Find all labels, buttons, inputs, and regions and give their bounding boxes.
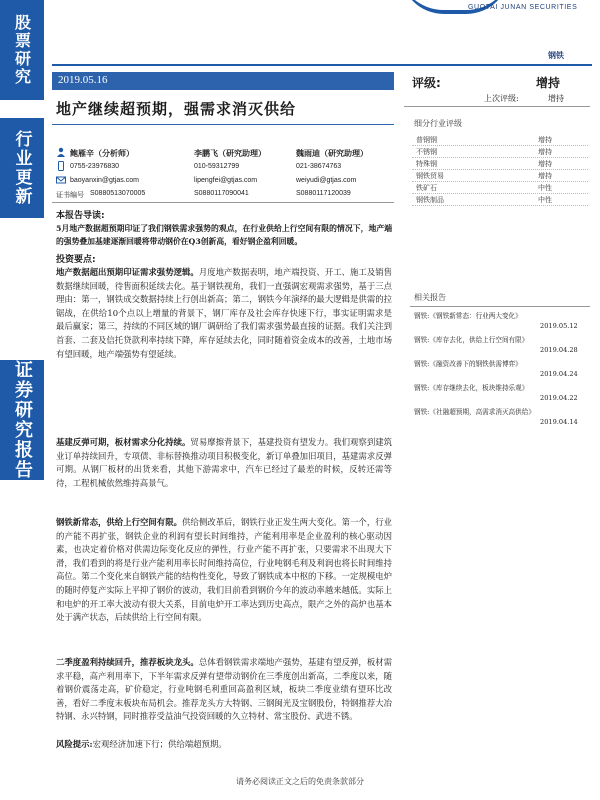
analyst-name: 魏雨迪（研究助理） (296, 149, 368, 158)
report-title: 地产继续超预期，强需求消灭供给 (56, 100, 297, 118)
sub-rating-name: 不锈钢 (416, 148, 437, 156)
guide-text: 5月地产数据超预期印证了我们钢铁需求强势的观点，在行业供给上行空间有限的情况下，地产端的强势叠加基建逐渐回暖将带动钢价在Q3创新高，看好钢企盈利回暖。 (56, 224, 392, 246)
report-date: 2019.05.16 (58, 74, 108, 86)
person-icon (56, 147, 66, 157)
analyst-phone: 010-59312799 (194, 163, 240, 170)
left-sidebar (0, 0, 44, 800)
related-report-date: 2019.04.22 (540, 394, 578, 402)
title-divider (52, 124, 394, 125)
risk-text: 宏观经济加速下行；供给端超预期。 (92, 739, 227, 749)
sidebar-block-stock-research (0, 0, 44, 100)
point-lead: 钢铁新常态，供给上行空间有限。 (56, 517, 183, 527)
sidebar-block-report-type (0, 360, 44, 480)
analyst-cert: S0880117090041 (194, 190, 249, 197)
company-brand: GUOTAI JUNAN SECURITIES (468, 4, 578, 11)
analyst-phone: 0755-23976830 (70, 163, 120, 170)
risk-paragraph (56, 738, 392, 752)
analyst-phone: 021-38674763 (296, 163, 342, 170)
rating-divider (404, 106, 590, 107)
risk-lead: 风险提示: (56, 739, 93, 749)
previous-rating-label: 上次评级: (484, 94, 519, 103)
point-lead: 基建反弹可期，板材需求分化持续。 (56, 437, 191, 447)
sidebar-label-industry-update: 行业更新 (11, 130, 32, 206)
sub-rating-name: 钢铁制品 (416, 196, 444, 204)
related-report-date: 2019.05.12 (540, 322, 578, 330)
point-text: 月度地产数据表明，地产端投资、开工、施工及销售数据继续回暖，待售面积延续去化。基于钢铁视角，我们一直强调宏观需求强势，基于三点理由：第一，钢铁成交数据持续上行创出新高；第二，钢铁今年演绎的最大逻辑是供需的拉锯战，在供给10个点以上增量的背景下，钢厂库存及社会库存快速下行，事实证明需求是最后赢家；第三，持续的不同区域的钢厂调研给了我们需求强势最直接的证据。我们关注到首套、二套及信托贷款利率持续下降，库存延续去化，同时随着资金成本的改善，土地市场有望回暖，地产端强势有望延续。 (56, 267, 392, 359)
point-text: 总体看钢铁需求端地产强势，基建有望反弹，板材需求平稳，高产利用率下，下半年需求反弹有望带动钢价在三季度创出新高，二季度以来，随着钢价震荡走高，矿价稳定，行业吨钢毛利重回高盈利区域，板块二季度业绩有望环比改善，看好二季度末板块布局机会。推荐龙头方大特钢、三钢闽光及宝钢股份，特钢推荐大冶特钢、永兴特钢，同时推荐受益油气投资回暖的久立特材、常宝股份、武进不锈。 (56, 657, 392, 722)
related-reports-title: 相关报告 (414, 293, 446, 302)
related-report-link[interactable]: 钢铁:《库存继续去化，板块维持乐观》 (414, 384, 529, 392)
sub-rating-value: 中性 (538, 184, 552, 192)
points-heading: 投资要点: (56, 255, 96, 265)
sub-rating-name: 钢铁贸易 (416, 172, 444, 180)
sector-tag: 钢铁 (548, 51, 564, 60)
sub-rating-value: 增持 (538, 160, 552, 168)
point-paragraph (56, 656, 392, 724)
disclaimer-footer: 请务必阅读正文之后的免责条款部分 (236, 777, 364, 786)
sub-rating-title: 细分行业评级 (414, 119, 462, 128)
sidebar-block-industry-update (0, 118, 44, 218)
sidebar-label-stock-research: 股票研究 (12, 14, 32, 86)
analyst-email: baoyanxin@gtjas.com (70, 177, 139, 184)
analyst-cert: S0880513070005 (90, 190, 146, 197)
sub-rating-row (412, 134, 588, 146)
related-divider (410, 306, 590, 307)
point-lead: 二季度盈利持续回升，推荐板块龙头。 (56, 657, 199, 667)
sub-rating-name: 特殊钢 (416, 160, 437, 168)
analyst-email: lipengfei@gtjas.com (194, 177, 258, 184)
related-report-date: 2019.04.14 (540, 418, 578, 426)
sub-rating-row (412, 182, 588, 194)
analyst-name: 李鹏飞（研究助理） (194, 149, 266, 158)
phone-icon (56, 161, 66, 171)
point-lead: 地产数据超出预期印证需求强势逻辑。 (56, 267, 199, 277)
cert-label: 证书编号 (56, 191, 84, 199)
sub-rating-value: 中性 (538, 196, 552, 204)
sub-rating-name: 普钢钢 (416, 136, 437, 144)
analyst-divider (52, 202, 394, 203)
related-report-date: 2019.04.28 (540, 346, 578, 354)
point-text: 供给侧改革后，钢铁行业正发生两大变化。第一个，行业的产能不再扩张，钢铁企业的利润有望长时间维持，产能利用率是企业盈利的核心驱动因素，也决定着价格对供需边际变化反应的弹性，行业产能不再扩张，只要需求不出现大下滑，我们看到的将是行业产能利用率长时间维持高位，行业吨钢毛利及利润也将长时间维持高位。第二个变化来自钢铁产能的结构性变化，导致了钢铁成本中枢的下移。一定规模电炉的随时停复产实际上平抑了钢价的波动，我们目前看到钢价今年的波动率越来越低。实际上和电炉的开工率大波动有很大关系，目前电炉开工率达到历史高点，限产之外的高炉也基本处于满产状态，后续供给上行空间有限。 (56, 517, 393, 623)
header-divider (52, 64, 592, 66)
rating-value: 增持 (536, 76, 561, 90)
related-report-link[interactable]: 钢铁:《库存去化，供给上行空间有限》 (414, 336, 529, 344)
point-paragraph (56, 266, 392, 361)
sub-rating-row (412, 170, 588, 182)
related-report-link[interactable]: 钢铁:《融资改善下的钢铁供需博弈》 (414, 360, 522, 368)
guide-heading: 本报告导读: (56, 211, 105, 221)
point-paragraph (56, 436, 392, 490)
email-icon (56, 175, 66, 185)
analyst-cert: S0880117120039 (296, 190, 351, 197)
previous-rating-value: 增持 (548, 94, 564, 103)
sidebar-label-report-type: 证券研究报告 (12, 360, 33, 480)
sub-rating-value: 增持 (538, 172, 552, 180)
sub-rating-name: 铁矿石 (416, 184, 437, 192)
analyst-email: weiyudi@gtjas.com (296, 177, 357, 184)
sub-rating-row (412, 158, 588, 170)
point-text: 贸易摩擦背景下，基建投资有望发力。我们观察到建筑业订单持续回升，专项债、非标替换推动项目积极变化，新订单叠加旧项目，基建需求反弹可期。从钢厂板材的出货来看，其他下游需求中，汽车已经过了最差的时候，反转还需等待，工程机械依然维持高景气。 (56, 437, 393, 488)
point-paragraph (56, 516, 392, 625)
sub-rating-row (412, 146, 588, 158)
sub-rating-value: 增持 (538, 148, 552, 156)
related-report-link[interactable]: 钢铁:《社融超预期，高需求消灭高供给》 (414, 408, 535, 416)
related-report-link[interactable]: 钢铁:《钢铁新常态：行业两大变化》 (414, 312, 522, 320)
related-report-date: 2019.04.24 (540, 370, 578, 378)
sub-rating-row (412, 194, 588, 206)
sub-rating-value: 增持 (538, 136, 552, 144)
rating-label: 评级: (412, 76, 441, 90)
analyst-name: 鲍雁辛（分析师） (70, 149, 134, 158)
